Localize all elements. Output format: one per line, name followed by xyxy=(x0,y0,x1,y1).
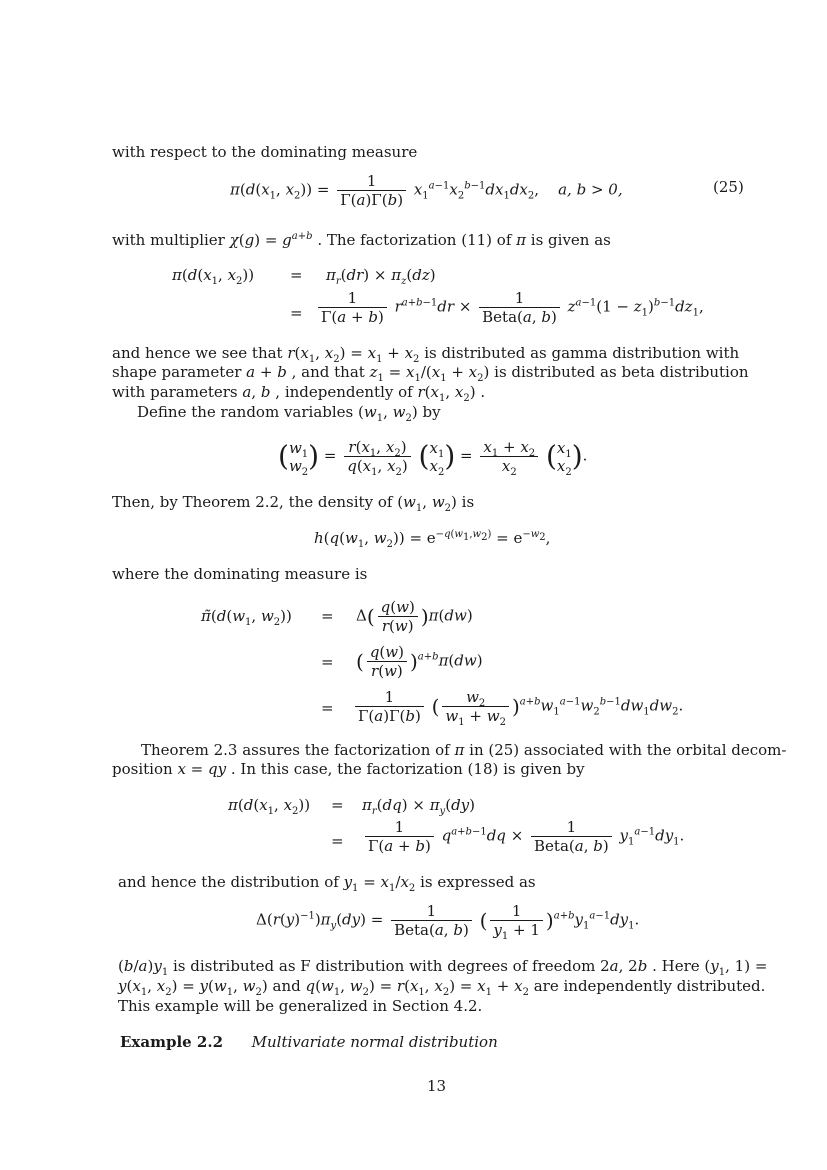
multiplier-text-a: with multiplier xyxy=(112,231,225,249)
w-definition-equation: ($w_1$ $w_2$) = $\frac{r(x_1, x_2)}{q(x_1, x_2)}$ ($x_1$ $x_2$) = $\frac{x_1 + x_2}{x_2}$ ($x_1$ $x_2$). xyxy=(278,438,588,478)
multiplier-line: with multiplier $\chi(g) = g^{a+b}$ . The factorization (11) of π is given as xyxy=(112,231,611,249)
fact18-eq-sign-2: = xyxy=(331,832,344,850)
define-a: Define the random variables xyxy=(137,403,354,421)
thm23-line1: Theorem 2.3 assures the factorization of π in (25) associated with the orbital decom- xyxy=(141,741,787,759)
define-line: Define the random variables ($w_1$, $w_2$) by xyxy=(137,403,441,424)
para1-line3: with parameters a, b , independently of $r(x_1$, $x_2$) . xyxy=(112,383,486,404)
factorization-rhs-1: $\pi_r(dr) \times \pi_z(dz)$ xyxy=(326,266,436,287)
define-b: by xyxy=(422,403,441,421)
multiplier-text-c: is given as xyxy=(530,231,611,249)
measure-eq-sign-2: = xyxy=(321,653,334,671)
final-line1: $(b/a)y_1$ is distributed as F distribution with degrees of freedom 2a, 2b . Here ($y_1$, 1) = xyxy=(118,957,768,978)
hence-b: is expressed as xyxy=(420,873,536,891)
measure-rhs-1: Δ( $\frac{q(w)}{r(w)}$ )π(dw) xyxy=(356,598,473,635)
where-line xyxy=(112,565,367,583)
measure-eq-sign-1: = xyxy=(321,607,334,625)
factorization-line-1: $\pi(d(x_1$, $x_2$)) xyxy=(172,266,255,287)
hence-a: and hence the distribution of xyxy=(118,873,339,891)
factorization-eq-sign-2: = xyxy=(290,304,303,322)
thm23-line2-b: . In this case, the factorization (18) is given by xyxy=(230,760,585,778)
measure-eq-sign-3: = xyxy=(321,699,334,717)
equation-25: $\pi(d(x_1$, $x_2$)) = $\frac{1}{\Gamma(a)\Gamma(b)}$ $x_1^{a-1}x_2^{b-1}dx_1dx_2$, a, b > 0, xyxy=(230,172,623,209)
final-line3 xyxy=(118,997,482,1015)
para1-line2-b: , and that xyxy=(291,363,365,381)
final-line2: $y(x_1$, $x_2) = y(w_1$, $w_2$) and $q(w_1$, $w_2) = r(x_1$, $x_2) = x_1 + x_2$ are independently distributed. xyxy=(118,977,766,998)
example-title: Multivariate normal distribution xyxy=(251,1033,498,1051)
final-line1-b: . Here xyxy=(652,957,700,975)
final-line3-text: This example will be generalized in Section 4.2. xyxy=(118,997,483,1015)
page-number: 13 xyxy=(427,1077,447,1095)
final-line2-a: and xyxy=(272,977,301,995)
example-heading xyxy=(120,1033,498,1051)
para1-line1-a: and hence we see that xyxy=(112,344,283,362)
para1-line2-c: is distributed as beta distribution xyxy=(494,363,749,381)
final-line1-a: is distributed as F distribution with degrees of freedom xyxy=(172,957,596,975)
y1-distribution-equation: $\Delta(r(y)^{-1})\pi_y(dy)$ = $\frac{1}{\text{Beta(a, b)}}$ ( $\frac{1}{y_1 + 1}$ )$^{a+b}y_1^{a-1}dy_1$. xyxy=(256,902,640,942)
fact18-rhs-2: $\frac{1}{\Gamma(a + b)}$ $q^{a+b-1}dq$ × $\frac{1}{\text{Beta(a, b)}}$ $y_1^{a-1}dy_1$. xyxy=(362,818,684,855)
fact18-lhs: $\pi(d(x_1$, $x_2$)) xyxy=(228,796,311,817)
factorization-rhs-2: $\frac{1}{\Gamma(a + b)}$ $r^{a+b-1}dr$ × $\frac{1}{\text{Beta(a, b)}}$ $z^{a-1}(1 - z_1)^{b-1}dz_1$, xyxy=(315,289,704,326)
density-equation: $h(q(w_1$, $w_2)) = e^{-q(w_1,w_2)} = e^{-w_2}$, xyxy=(314,529,551,550)
thm23-line1-b: in (25) associated with the orbital decom- xyxy=(469,741,787,759)
final-line2-b: are independently distributed. xyxy=(533,977,766,995)
beta-fraction: $\frac{1}{\text{Beta(a, b)}}$ xyxy=(479,289,560,326)
para1-line1-b: is distributed as gamma distribution with xyxy=(424,344,740,362)
para1-line3-a: with parameters xyxy=(112,383,238,401)
intro-text-label: with respect to the dominating measure xyxy=(112,143,418,161)
fact18-eq-sign-1: = xyxy=(331,796,344,814)
multiplier-text-b: . The factorization (11) of xyxy=(317,231,512,249)
measure-rhs-3: $\frac{1}{\Gamma(a)\Gamma(b)}$ ( $\frac{w_2}{w_1 + w_2}$ )$^{a+b}w_1^{a-1}w_2^{b-1}dw_1dw_2$. xyxy=(352,688,683,725)
equation-number-25: (25) xyxy=(713,178,744,196)
measure-lhs: $\pĩ(d(w_1$, $w_2$)) xyxy=(201,607,292,628)
gamma-fraction: $\frac{1}{\Gamma(a + b)}$ xyxy=(318,289,387,326)
eq25-fraction: $\frac{1}{\Gamma(a)\Gamma(b)}$ xyxy=(337,172,406,209)
para1-line2-a: shape parameter xyxy=(112,363,242,381)
factorization-eq-sign-1: = xyxy=(290,266,303,284)
para1-line3-b: , independently of xyxy=(275,383,413,401)
eq25-condition: a, b > 0, xyxy=(558,180,623,199)
where-text: where the dominating measure is xyxy=(112,565,368,583)
para1-line2: shape parameter a + b , and that $z_1 = x_1/(x_1 + x_2)$ is distributed as beta distribution xyxy=(112,363,749,384)
intro-text xyxy=(112,143,417,161)
thm23-line2-a: position xyxy=(112,760,173,778)
thm23-line2: position x = qy . In this case, the factorization (18) is given by xyxy=(112,760,585,778)
measure-rhs-2: ( $\frac{q(w)}{r(w)}$ )$^{a+b}$π(dw) xyxy=(356,643,483,680)
fact18-rhs-1: $\pi_r(dq) \times \pi_y(dy)$ xyxy=(362,796,475,817)
then-a: Then, by Theorem 2.2, the density of xyxy=(112,493,393,511)
example-label: Example 2.2 xyxy=(120,1033,224,1051)
para1-line1: and hence we see that $r(x_1$, $x_2) = x_1 + x_2$ is distributed as gamma distribution with xyxy=(112,344,740,365)
then-b: is xyxy=(461,493,475,511)
hence-line: and hence the distribution of $y_1 = x_1/x_2$ is expressed as xyxy=(118,873,536,894)
thm23-line1-a: Theorem 2.3 assures the factorization of xyxy=(141,741,450,759)
then-line: Then, by Theorem 2.2, the density of ($w_1$, $w_2$) is xyxy=(112,493,475,514)
